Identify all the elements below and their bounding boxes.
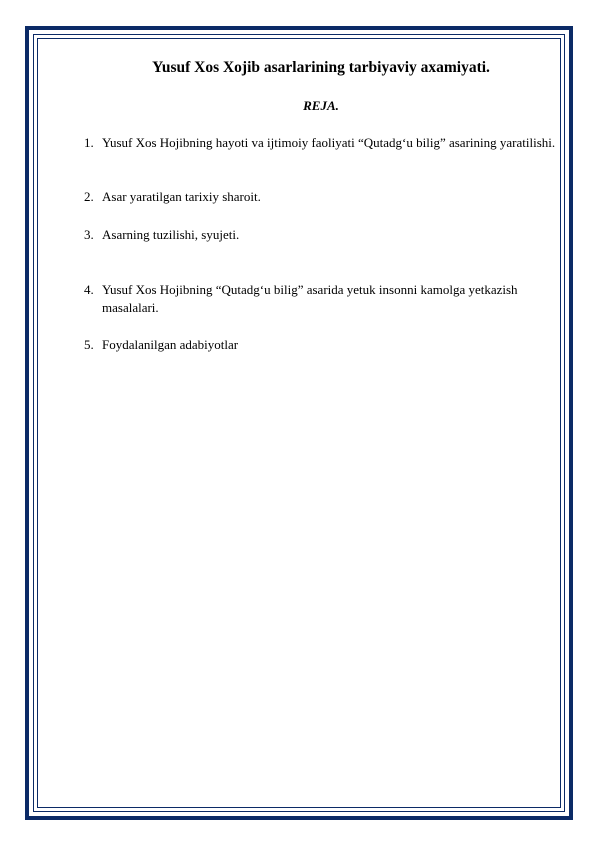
- plan-item-2: [84, 188, 564, 206]
- plan-item-text: Foydalanilgan adabiyotlar: [102, 337, 239, 352]
- plan-item-4: [84, 281, 564, 317]
- plan-item-number: 4.: [84, 282, 94, 297]
- plan-item-1: [84, 134, 564, 152]
- plan-item-number: 2.: [84, 189, 94, 204]
- plan-heading: REJA.: [303, 98, 339, 113]
- plan-item-text: Asar yaratilgan tarixiy sharoit.: [102, 189, 261, 204]
- plan-item-3: [84, 226, 564, 244]
- document-title: Yusuf Xos Xojib asarlarining tarbiyaviy axamiyati.: [152, 59, 490, 76]
- plan-item-text: Asarning tuzilishi, syujeti.: [102, 227, 240, 242]
- plan-item-number: 5.: [84, 337, 94, 352]
- plan-item-5: [84, 336, 564, 354]
- plan-item-number: 1.: [84, 135, 94, 150]
- plan-item-number: 3.: [84, 227, 94, 242]
- page-border-inner-line: [37, 38, 561, 808]
- plan-item-text: Yusuf Xos Hojibning hayoti va ijtimoiy faoliyati “Qutadg‘u bilig” asarining yaratilishi.: [102, 135, 556, 150]
- plan-item-text: Yusuf Xos Hojibning “Qutadg‘u bilig” asarida yetuk insonni kamolga yetkazish masalalari.: [102, 282, 518, 315]
